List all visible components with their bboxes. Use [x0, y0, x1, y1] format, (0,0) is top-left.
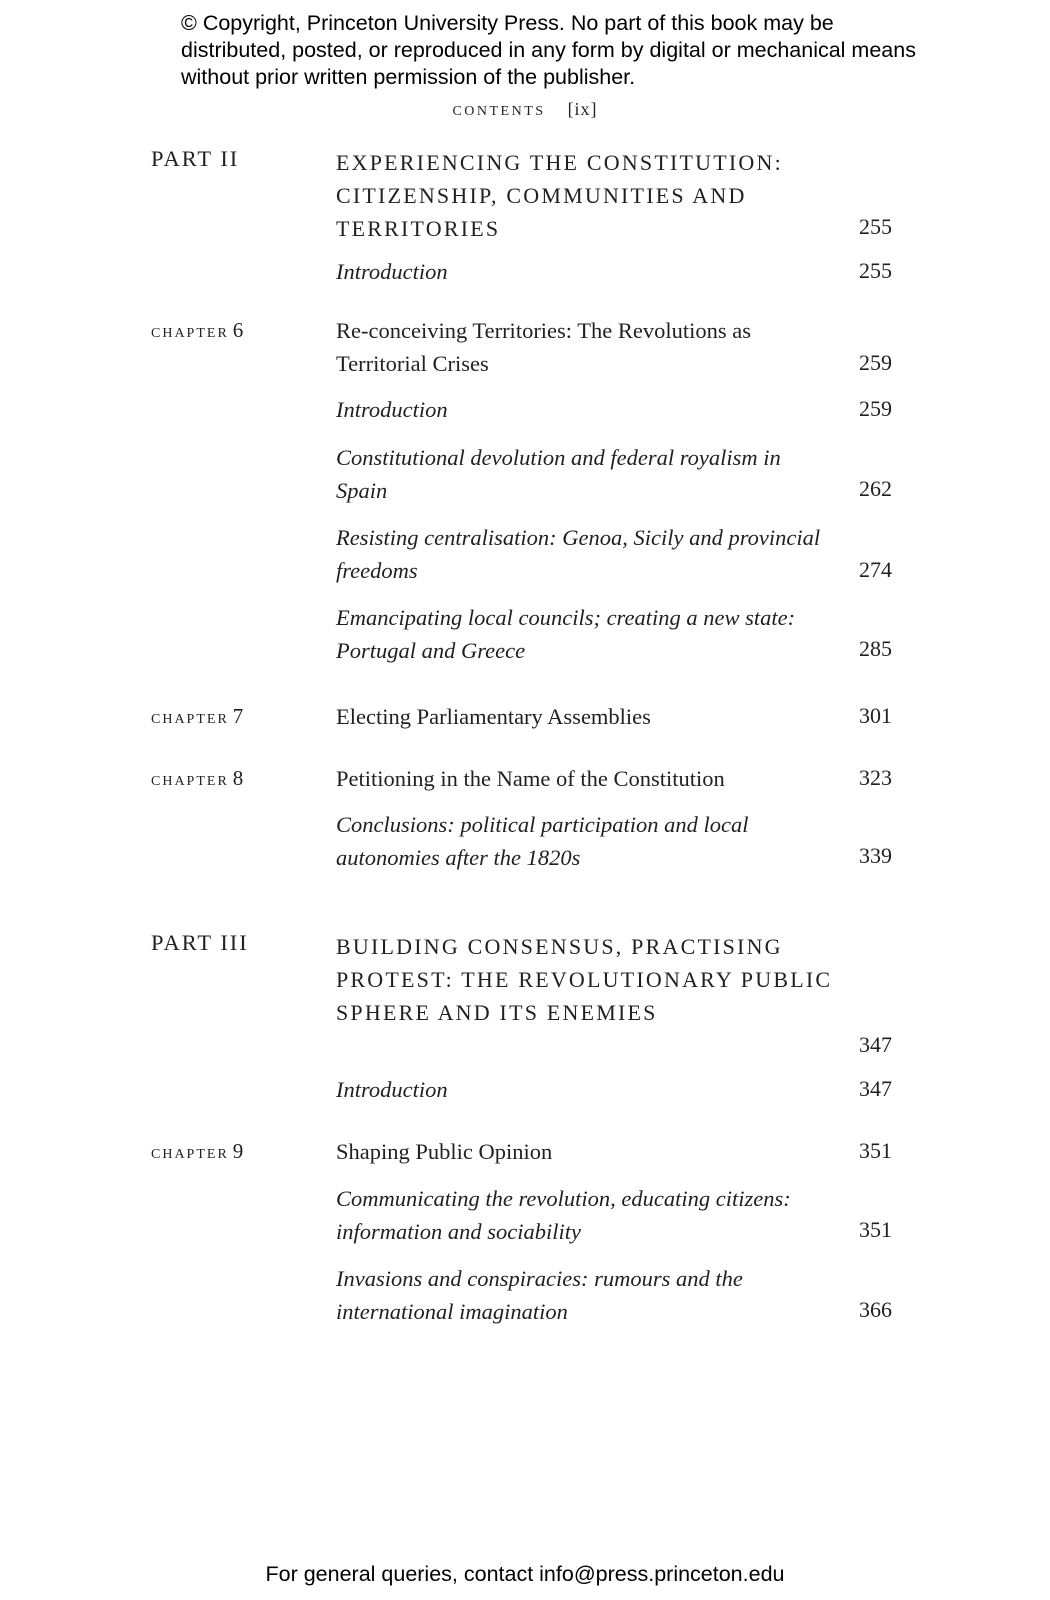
section-title: Invasions and conspiracies: rumours and the international imagination — [336, 1266, 743, 1324]
running-head-title: contents — [452, 98, 546, 120]
chapter-label — [151, 704, 243, 729]
chapter-number: 7 — [232, 704, 244, 728]
section-title: Emancipating local councils; creating a new state: Portugal and Greece — [336, 605, 796, 663]
copyright-notice: © Copyright, Princeton University Press. No part of this book may be distributed, posted, or reproduced in any form by digital or mechanical means without prior written permission of the publisher. — [181, 11, 916, 89]
chapter-number: 9 — [232, 1139, 244, 1163]
chapter-word: chapter — [151, 1141, 229, 1163]
page-number: 262 — [859, 476, 892, 501]
page-number: 259 — [859, 350, 892, 375]
chapter-number: 8 — [232, 766, 244, 790]
chapter-title: Shaping Public Opinion — [336, 1139, 553, 1164]
page-number: 339 — [859, 843, 892, 868]
chapter-title: Electing Parliamentary Assemblies — [336, 704, 651, 729]
page-number: 255 — [859, 258, 892, 283]
section-title: Conclusions: political participation and local autonomies after the 1820s — [336, 812, 749, 870]
chapter-title: Petitioning in the Name of the Constitution — [336, 766, 725, 791]
page-number: 323 — [859, 765, 892, 790]
page-number: 351 — [859, 1138, 892, 1163]
part-title: BUILDING CONSENSUS, PRACTISING PROTEST: THE REVOLUTIONARY PUBLIC SPHERE AND ITS ENEMIES — [336, 934, 833, 1025]
page-number: 347 — [859, 1032, 892, 1057]
page-number: 255 — [859, 214, 892, 239]
chapter-label — [151, 318, 243, 343]
chapter-number: 6 — [232, 318, 244, 342]
page-number: 274 — [859, 557, 892, 582]
page-number: 351 — [859, 1217, 892, 1242]
section-title: Constitutional devolution and federal royalism in Spain — [336, 445, 781, 503]
chapter-label — [151, 1139, 243, 1164]
part-label: PART III — [151, 930, 249, 955]
chapter-label — [151, 766, 243, 791]
footer-contact: For general queries, contact info@press.princeton.edu — [265, 1562, 785, 1586]
section-title: Introduction — [336, 1077, 448, 1102]
page-folio: [ix] — [567, 99, 598, 119]
section-title: Introduction — [336, 259, 448, 284]
chapter-word: chapter — [151, 706, 229, 728]
page-number: 301 — [859, 703, 892, 728]
chapter-word: chapter — [151, 768, 229, 790]
part-title: EXPERIENCING THE CONSTITUTION: CITIZENSHIP, COMMUNITIES AND TERRITORIES — [336, 150, 783, 241]
chapter-title: Re-conceiving Territories: The Revolutions as Territorial Crises — [336, 318, 751, 376]
page-number: 347 — [859, 1076, 892, 1101]
chapter-word: chapter — [151, 320, 229, 342]
section-title: Resisting centralisation: Genoa, Sicily and provincial freedoms — [336, 525, 821, 583]
section-title: Communicating the revolution, educating citizens: information and sociability — [336, 1186, 791, 1244]
running-head — [0, 98, 1050, 121]
page-number: 259 — [859, 396, 892, 421]
section-title: Introduction — [336, 397, 448, 422]
page-number: 285 — [859, 636, 892, 661]
part-label: PART II — [151, 146, 240, 171]
page-number: 366 — [859, 1297, 892, 1322]
